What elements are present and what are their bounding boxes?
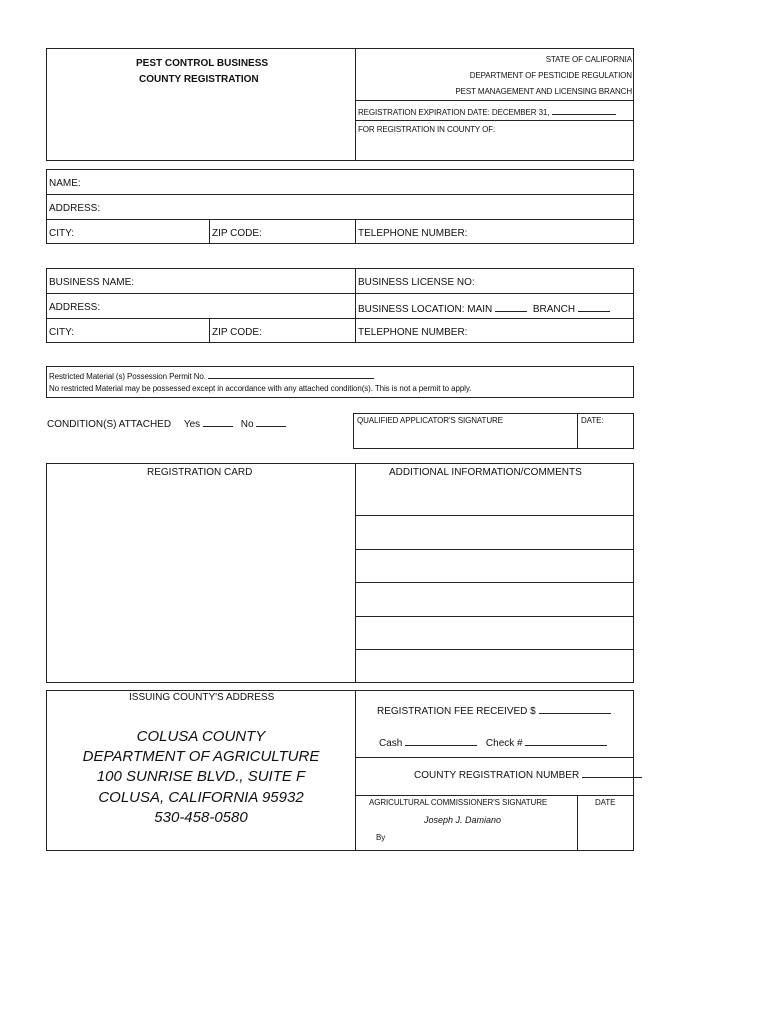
- commissioner-date-field[interactable]: DATE: [595, 798, 616, 807]
- commissioner-name: Joseph J. Damiano: [424, 815, 502, 825]
- comments-title: ADDITIONAL INFORMATION/COMMENTS: [389, 467, 582, 478]
- business-address-field[interactable]: ADDRESS:: [49, 302, 101, 313]
- check-number-blank[interactable]: [525, 736, 607, 746]
- check-label: Check #: [485, 738, 523, 749]
- county-name: COLUSA COUNTY: [136, 728, 266, 745]
- header-rule: [355, 100, 634, 101]
- header-rule-2: [355, 120, 634, 121]
- fee-amount-blank[interactable]: [539, 704, 611, 714]
- permit-number-text: Restricted Material (s) Possession Permit No.: [49, 372, 206, 381]
- expiration-year-field[interactable]: [552, 105, 616, 115]
- name-field[interactable]: NAME:: [49, 178, 81, 189]
- commissioner-signature-field[interactable]: AGRICULTURAL COMMISSIONER'S SIGNATURE: [369, 798, 548, 807]
- business-rule-1: [46, 293, 634, 294]
- payment-row: [379, 736, 607, 749]
- applicant-zip-divider: [355, 219, 356, 244]
- business-location-label: BUSINESS LOCATION: MAIN: [358, 304, 493, 315]
- business-zip-divider: [209, 318, 210, 343]
- fee-rule-1: [355, 757, 634, 758]
- city-field[interactable]: CITY:: [49, 228, 75, 239]
- comments-area[interactable]: [356, 483, 632, 682]
- business-telephone-field[interactable]: TELEPHONE NUMBER:: [358, 327, 468, 338]
- applicant-section: [46, 169, 634, 244]
- no-blank[interactable]: [256, 417, 286, 427]
- business-main-divider: [355, 268, 356, 343]
- no-label: No: [240, 419, 254, 430]
- county-city: COLUSA, CALIFORNIA 95932: [98, 789, 304, 806]
- applicant-city-divider: [209, 219, 210, 244]
- business-name-field[interactable]: BUSINESS NAME:: [49, 277, 135, 288]
- signature-date-field[interactable]: DATE:: [581, 416, 604, 425]
- county-number-blank[interactable]: [582, 768, 642, 778]
- county-of-label: FOR REGISTRATION IN COUNTY OF:: [358, 125, 496, 134]
- county-street: 100 SUNRISE BLVD., SUITE F: [96, 768, 306, 785]
- zip-code-field[interactable]: ZIP CODE:: [212, 228, 262, 239]
- telephone-field[interactable]: TELEPHONE NUMBER:: [358, 228, 468, 239]
- agency-branch: PEST MANAGEMENT AND LICENSING BRANCH: [455, 87, 632, 96]
- county-department: DEPARTMENT OF AGRICULTURE: [82, 748, 320, 765]
- expiration-date-text: REGISTRATION EXPIRATION DATE: DECEMBER 31,: [358, 108, 550, 117]
- cash-blank[interactable]: [405, 736, 477, 746]
- applicator-signature-field[interactable]: QUALIFIED APPLICATOR'S SIGNATURE: [357, 416, 503, 425]
- business-license-field[interactable]: BUSINESS LICENSE NO:: [358, 277, 475, 288]
- fee-received-row: [377, 704, 611, 717]
- yes-blank[interactable]: [203, 417, 233, 427]
- registration-card-title: REGISTRATION CARD: [147, 467, 253, 478]
- branch-label: BRANCH: [532, 304, 576, 315]
- fee-received-label: REGISTRATION FEE RECEIVED $: [377, 706, 536, 717]
- business-city-field[interactable]: CITY:: [49, 327, 75, 338]
- branch-location-blank[interactable]: [578, 302, 610, 312]
- issuing-county-label: ISSUING COUNTY'S ADDRESS: [129, 692, 275, 703]
- expiration-date-label: [358, 105, 616, 117]
- by-label: By: [376, 833, 386, 842]
- county-divider: [355, 690, 356, 851]
- business-rule-2: [46, 318, 634, 319]
- conditions-label: CONDITION(S) ATTACHED: [47, 419, 172, 430]
- agency-state: STATE OF CALIFORNIA: [545, 55, 632, 64]
- form-title-line1: PEST CONTROL BUSINESS: [136, 58, 269, 69]
- cash-label: Cash: [379, 738, 403, 749]
- address-field[interactable]: ADDRESS:: [49, 203, 101, 214]
- permit-number-label: [49, 369, 374, 381]
- applicant-rule-2: [46, 219, 634, 220]
- commissioner-date-divider: [577, 795, 578, 851]
- agency-department: DEPARTMENT OF PESTICIDE REGULATION: [469, 71, 632, 80]
- county-number-label: COUNTY REGISTRATION NUMBER: [414, 770, 580, 781]
- form-title-line2: COUNTY REGISTRATION: [139, 74, 259, 85]
- business-zip-field[interactable]: ZIP CODE:: [212, 327, 262, 338]
- conditions-attached-row: [47, 417, 286, 430]
- county-phone: 530-458-0580: [154, 809, 248, 826]
- main-location-blank[interactable]: [495, 302, 527, 312]
- restricted-notice: No restricted Material may be possessed except in accordance with any attached condition(s). This is not a permit to apply.: [49, 384, 472, 393]
- signature-date-divider: [577, 413, 578, 449]
- business-location-field: [358, 302, 610, 315]
- permit-number-blank[interactable]: [208, 369, 374, 379]
- yes-label: Yes: [183, 419, 201, 430]
- county-number-row: [414, 768, 642, 781]
- applicant-rule-1: [46, 194, 634, 195]
- fee-rule-2: [355, 795, 634, 796]
- county-of-field[interactable]: [356, 135, 632, 159]
